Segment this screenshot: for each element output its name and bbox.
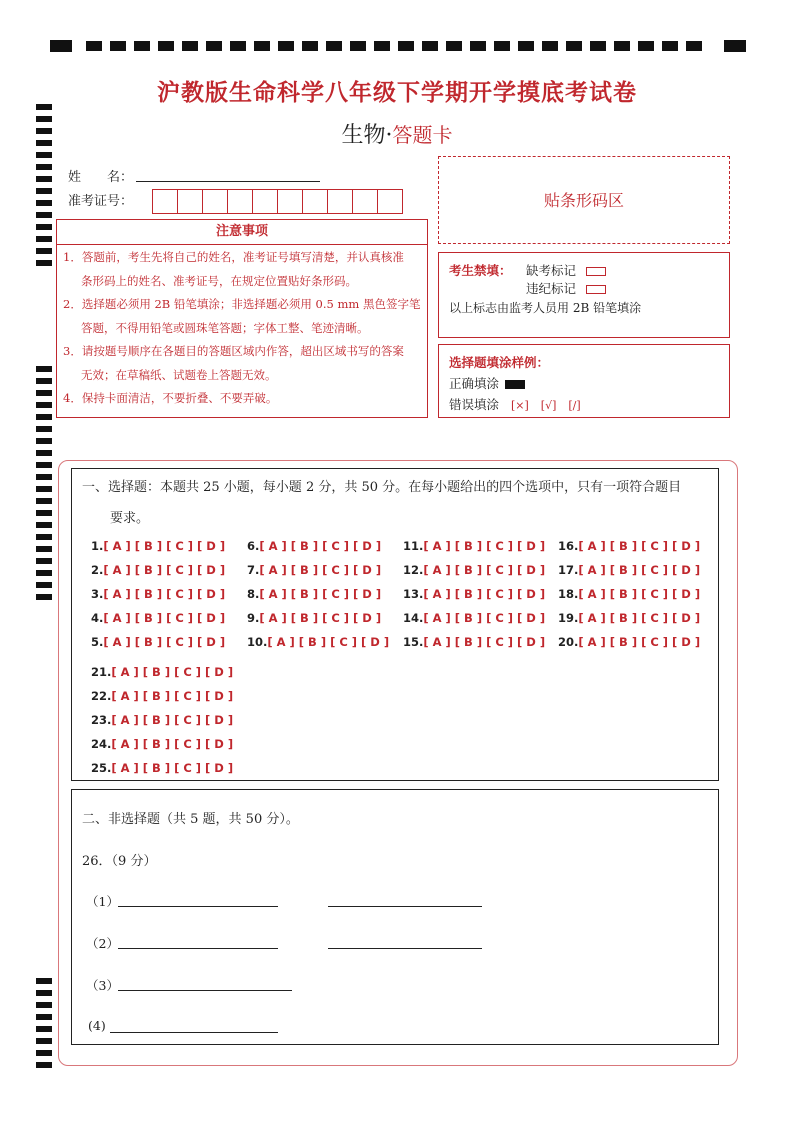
wrong-mark-check: [√]: [540, 399, 557, 412]
question-number: 12.: [403, 563, 424, 577]
question-number: 25.: [91, 761, 112, 775]
forbidden-label: 考生禁填：: [449, 263, 512, 278]
question-number: 4.: [91, 611, 104, 625]
choice-question[interactable]: [558, 563, 700, 577]
notes-list: [63, 246, 425, 411]
filled-mark-icon: [505, 380, 525, 389]
answer-options[interactable]: [ A ] [ B ] [ C ] [ D ]: [259, 611, 382, 625]
answer-options[interactable]: [ A ] [ B ] [ C ] [ D ]: [259, 563, 382, 577]
wrong-mark-cross: [×]: [511, 399, 529, 412]
note-line: 条形码上的姓名、准考证号，在规定位置贴好条形码。: [81, 273, 357, 288]
answer-options[interactable]: [ A ] [ B ] [ C ] [ D ]: [423, 587, 546, 601]
blank-3a[interactable]: [118, 990, 292, 991]
answer-options[interactable]: [ A ] [ B ] [ C ] [ D ]: [578, 563, 701, 577]
timing-marks-top: [50, 40, 746, 52]
notes-box: [56, 219, 428, 418]
choice-question[interactable]: [91, 689, 233, 703]
answer-options[interactable]: [ A ] [ B ] [ C ] [ D ]: [423, 563, 546, 577]
barcode-label: 贴条形码区: [543, 191, 624, 210]
answer-options[interactable]: [ A ] [ B ] [ C ] [ D ]: [111, 689, 234, 703]
choice-question[interactable]: [247, 539, 381, 553]
correct-fill: [449, 374, 525, 392]
question-number: 5.: [91, 635, 104, 649]
answer-options[interactable]: [ A ] [ B ] [ C ] [ D ]: [578, 635, 701, 649]
section1-instructions-cont: 要求。: [110, 511, 150, 526]
choice-question[interactable]: [91, 611, 225, 625]
question-number: 19.: [558, 611, 579, 625]
question-number: 2.: [91, 563, 104, 577]
choice-question[interactable]: [403, 611, 545, 625]
page-subtitle: 生物·答题卡: [341, 123, 453, 148]
timing-marks-left-mid: [36, 366, 52, 606]
answer-options[interactable]: [ A ] [ B ] [ C ] [ D ]: [103, 539, 226, 553]
note-line: 1．答题前，考生先将自己的姓名，准考证号填写清楚，并认真核准: [63, 250, 404, 264]
answer-options[interactable]: [ A ] [ B ] [ C ] [ D ]: [578, 587, 701, 601]
violation-mark[interactable]: [526, 279, 606, 297]
note-line: 2．选择题必须用 2B 铅笔填涂；非选择题必须用 0.5 mm 黑色签字笔: [63, 297, 421, 311]
blank-4-label: (4): [88, 1018, 106, 1033]
choice-question[interactable]: [91, 539, 225, 553]
answer-options[interactable]: [ A ] [ B ] [ C ] [ D ]: [103, 587, 226, 601]
notes-heading: 注意事项: [57, 220, 427, 245]
blank-3-label: （3）: [86, 978, 119, 993]
blank-1a[interactable]: [118, 906, 278, 907]
question-number: 3.: [91, 587, 104, 601]
choice-question[interactable]: [558, 539, 700, 553]
choice-question[interactable]: [558, 587, 700, 601]
choice-question[interactable]: [247, 611, 381, 625]
question-number: 22.: [91, 689, 112, 703]
page-title: 沪教版生命科学八年级下学期开学摸底考试卷: [157, 80, 637, 106]
violation-label: 违纪标记: [526, 281, 577, 296]
answer-options[interactable]: [ A ] [ B ] [ C ] [ D ]: [423, 611, 546, 625]
section2-title: 二、非选择题（共 5 题，共 50 分）。: [82, 812, 299, 827]
choice-question[interactable]: [247, 635, 389, 649]
choice-question[interactable]: [91, 635, 225, 649]
blank-4a[interactable]: [110, 1032, 278, 1033]
question-number: 1.: [91, 539, 104, 553]
blank-1b[interactable]: [328, 906, 482, 907]
question-number: 21.: [91, 665, 112, 679]
choice-question[interactable]: [91, 563, 225, 577]
absent-mark[interactable]: [526, 261, 606, 279]
note-line: 3．请按题号顺序在各题目的答题区域内作答，超出区域书写的答案: [63, 344, 404, 358]
question-number: 10.: [247, 635, 268, 649]
forbidden-box: [438, 252, 730, 338]
wrong-fill: [449, 395, 581, 413]
fill-example-label: 选择题填涂样例：: [449, 355, 550, 370]
question-number: 6.: [247, 539, 260, 553]
answer-options[interactable]: [ A ] [ B ] [ C ] [ D ]: [111, 713, 234, 727]
choice-question[interactable]: [403, 587, 545, 601]
answer-options[interactable]: [ A ] [ B ] [ C ] [ D ]: [103, 635, 226, 649]
answer-options[interactable]: [ A ] [ B ] [ C ] [ D ]: [259, 587, 382, 601]
note-line: 4．保持卡面清洁，不要折叠、不要弄破。: [63, 391, 278, 405]
answer-options[interactable]: [ A ] [ B ] [ C ] [ D ]: [103, 611, 226, 625]
choice-question[interactable]: [91, 761, 233, 775]
question-number: 14.: [403, 611, 424, 625]
question-number: 15.: [403, 635, 424, 649]
name-label: 姓 名：: [68, 170, 134, 185]
choice-question[interactable]: [91, 713, 233, 727]
choice-question[interactable]: [403, 635, 545, 649]
answer-options[interactable]: [ A ] [ B ] [ C ] [ D ]: [423, 635, 546, 649]
choice-question[interactable]: [91, 665, 233, 679]
answer-options[interactable]: [ A ] [ B ] [ C ] [ D ]: [578, 539, 701, 553]
forbidden-note: 以上标志由监考人员用 2B 铅笔填涂: [449, 301, 642, 315]
question-number: 13.: [403, 587, 424, 601]
choice-question[interactable]: [403, 539, 545, 553]
note-line: 答题，不得用铅笔或圆珠笔答题；字体工整、笔迹清晰。: [81, 320, 369, 335]
question-number: 24.: [91, 737, 112, 751]
card-label: 答题卡: [392, 123, 453, 147]
answer-options[interactable]: [ A ] [ B ] [ C ] [ D ]: [111, 737, 234, 751]
answer-options[interactable]: [ A ] [ B ] [ C ] [ D ]: [259, 539, 382, 553]
subject-label: 生物: [341, 123, 386, 148]
choice-question[interactable]: [558, 611, 700, 625]
question-number: 7.: [247, 563, 260, 577]
question-number: 16.: [558, 539, 579, 553]
choice-question[interactable]: [91, 737, 233, 751]
q26-label: 26．（9 分）: [82, 854, 157, 869]
id-label: 准考证号：: [68, 194, 134, 209]
fill-example-box: [438, 344, 730, 418]
blank-2-label: （2）: [86, 936, 119, 951]
section2-box: [71, 789, 719, 1045]
timing-marks-left-bottom: [36, 978, 52, 1073]
wrong-mark-slash: [/]: [568, 399, 581, 412]
question-number: 18.: [558, 587, 579, 601]
violation-box[interactable]: [586, 285, 606, 294]
barcode-area: [438, 156, 730, 244]
absent-box[interactable]: [586, 267, 606, 276]
name-field[interactable]: [136, 181, 320, 182]
question-number: 11.: [403, 539, 424, 553]
question-number: 9.: [247, 611, 260, 625]
answer-options[interactable]: [ A ] [ B ] [ C ] [ D ]: [111, 665, 234, 679]
id-digit-boxes[interactable]: [152, 189, 422, 214]
correct-fill-label: 正确填涂: [449, 376, 500, 391]
choice-question[interactable]: [247, 587, 381, 601]
blank-1-label: （1）: [86, 894, 119, 909]
question-number: 20.: [558, 635, 579, 649]
answer-options[interactable]: [ A ] [ B ] [ C ] [ D ]: [423, 539, 546, 553]
answer-options[interactable]: [ A ] [ B ] [ C ] [ D ]: [103, 563, 226, 577]
question-number: 17.: [558, 563, 579, 577]
question-number: 8.: [247, 587, 260, 601]
choice-question[interactable]: [91, 587, 225, 601]
question-number: 23.: [91, 713, 112, 727]
blank-2b[interactable]: [328, 948, 482, 949]
absent-label: 缺考标记: [526, 263, 577, 278]
answer-options[interactable]: [ A ] [ B ] [ C ] [ D ]: [578, 611, 701, 625]
answer-options[interactable]: [ A ] [ B ] [ C ] [ D ]: [267, 635, 390, 649]
note-line: 无效；在草稿纸、试题卷上答题无效。: [81, 367, 277, 382]
wrong-fill-label: 错误填涂: [449, 397, 500, 412]
choice-question[interactable]: [558, 635, 700, 649]
choice-question[interactable]: [403, 563, 545, 577]
choice-question[interactable]: [247, 563, 381, 577]
blank-2a[interactable]: [118, 948, 278, 949]
answer-options[interactable]: [ A ] [ B ] [ C ] [ D ]: [111, 761, 234, 775]
section1-instructions: 一、选择题：本题共 25 小题，每小题 2 分，共 50 分。在每小题给出的四个选项中，只有一项符合题目: [82, 480, 682, 495]
